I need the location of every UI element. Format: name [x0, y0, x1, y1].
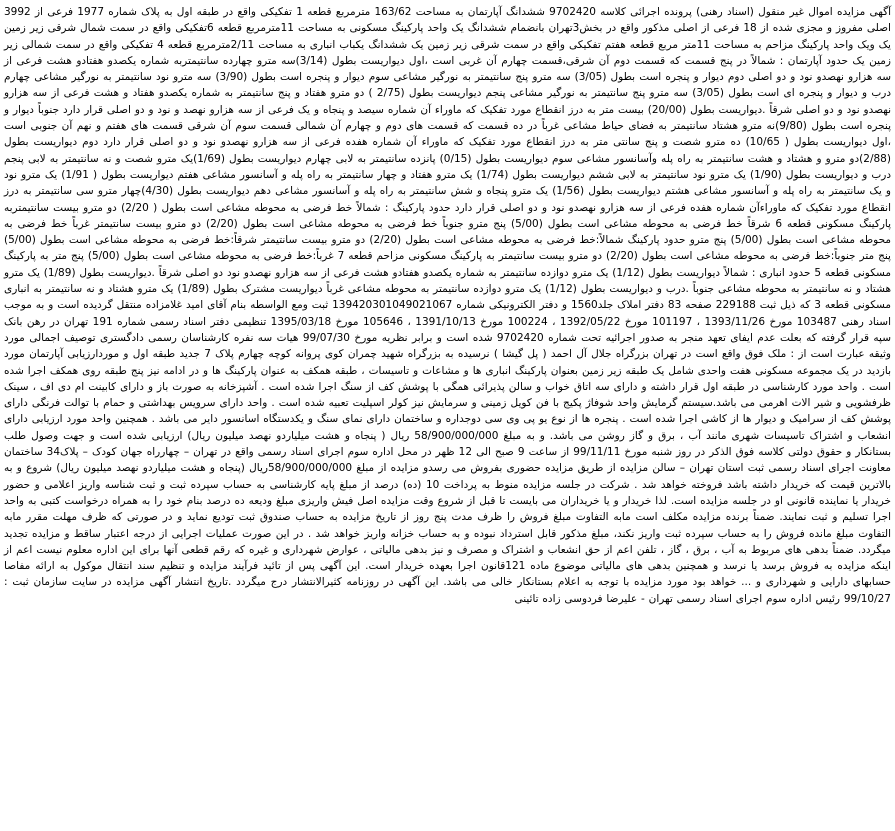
auction-notice-paragraph: آگهی مزایده اموال غیر منقول (اسناد رهنی) پرونده اجرائی کلاسه 9702420 ششدانگ آپارتمان به مساحت 163/62 مترمربع قطعه 1 تفکیکی واقع در طبقه اول به پلاک شماره 1977 فرعی از 3992 اصلی مفروز و مجزی شده از 18 فرعی از اصلی مذکور واقع در بخش3تهران بانضمام ششدانگ یک واحد پارکینگ مسکونی به مساحت 11مترمربع قطعه 6تفکیکی واقع در سمت شمال شرقی زیر زمین یک ویک واحد پارکینگ مزاحم به مساحت 11متر مربع قطعه هفتم تفکیکی واقع در سمت شرقی زیر زمین یک ششدانگ یکباب انباری به مساحت 2/11مترمربع قطعه 4 تفکیکی واقع در سمت شمالی زیر زمین یک حدود آپارتمان : شمالاً در پنج قسمت که قسمت دوم آن شرقی،قسمت چهارم آن غربی است ،اول دیواریست بطول (3/14)سه مترو چهارده سانتیمتربه شماره یکصدو هفتادو هشت فرعی از سه هزارو نهصدو نود و دو اصلی دوم دیوار و پنجره است بطول (3/05) سه مترو پنج سانتیمتر به نورگیر مشاعی سوم دیوار و پنجره است بطول (3/90) سه مترو نود سانتیمتر به نورگیر مشاعی چهارم درب و دیوار و پنجره ای است بطول (3/05) سه مترو پنج سانتیمتر به نورگیر مشاعی پنجم دیواریست بطول (2/75 ) دو مترو هفتاد و پنج سانتیمتر به شماره یکصدو هفتاد و هشت فرعی از سه هزارو نهصدو نود و دو اصلی شرقاً .دیواریست بطول (20/00) بیست متر به درز انقطاع مورد تفکیک که ماوراء آن شماره سیصد و پنجاه و یک فرعی از سه هزارو نهصد و نود و دو اصلی قرار دارد جنوباً دیوار و پنجره است بطول (9/80)نه مترو هشتاد سانتیمتر به فضای حیاط مشاعی غرباً در ده قسمت که قسمت های دوم و چهارم آن شمالی قسمت سوم آن شرقی قسمت های هفتم و نهم آن جنوبی است ،اول دیواریست بطول ( 10/65) ده مترو شصت و پنج سانتی متر به درز انقطاع مورد تفکیک که ماوراء آن شماره هفده فرعی از سه هزارو نهصدو نود و دو اصلی قرار دارد دوم دیواریست بطول (2/88)دو مترو و هشتاد و هشت سانتیمتر به راه پله وآسانسور مشاعی سوم دیواریست بطول (0/15) پانزده سانتیمتر به لابی چهارم دیواریست بطول (1/69)یک مترو شصت و نه سانتیمتر به لابی پنجم درب و دیواریست بطول (1/90) یک مترو نود سانتیمتر به لابی ششم دیواریست بطول (1/74) یک مترو هفتاد و چهار سانتیمتر به راه پله و آسانسور مشاعی هفتم دیواریست بطول ( 1/91) یک مترو نود و یک سانتیمتر به راه پله و آسانسور مشاعی هشتم دیواریست بطول (1/56) یک مترو پنجاه و شش سانتیمتر به راه پله و آسانسور مشاعی دهم دیواریست بطول (4/30)چهار مترو سی سانتیمتر به درز انقطاع مورد تفکیک که ماوراءآن شماره هفده فرعی از سه هزارو نهصدو نود و دو اصلی قرار دارد حدود پارکینگ : شمالاً خط فرضی به محوطه مشاعی است بطول ( 2/20) دو مترو بیست سانتیمتربه پارکینگ مسکونی قطعه 6 شرقاً خط فرضی به محوطه مشاعی است بطول (5/00) پنج مترو جنوباً خط فرضی به محوطه مشاعی است بطول (2/20) دو مترو بیست سانتیمتر غرباً خط فرضی به محوطه مشاعی است بطول (5/00) پنج مترو حدود پارکینگ شمالاً:خط فرضی به محوطه مشاعی است بطول (2/20) دو مترو بیست سانتیمتر شرقاً:خط فرضی به محوطه مشاعی است بطول (5/00) پنج متر جنوباً:خط فرضی به محوطه مشاعی است بطول (2/20) دو مترو بیست سانتیمتر به پارکینگ مسکونی مزاحم قطعه 7 غرباً:خط فرضی به محوطه مشاعی است بطول (5/00) پنج متر به پارکینگ مسکونی قطعه 5 حدود انباری : شمالاً دیواریست بطول (1/12) یک مترو دوازده سانتیمتر به شماره یکصدو هفتادو هشت فرعی از سه هزارو نهصدو نود دو اصلی شرقاً .دیواریست بطول (1/89) یک مترو هشتاد و نه سانتیمتر به محوطه مشاعی جنوباً .درب و دیواریست بطول (1/12) یک مترو دوازده سانتیمتر به محوطه مشاعی غرباً دیواریست مشترک بطول (1/89) یک مترو هشتاد و نه سانتیمتر به انباری مسکونی قطعه 3 که ذیل ثبت 229188 صفحه 83 دفتر املاک جلد1560 و دفتر الکترونیکی شماره 139420301049021067 ثبت ومع الواسطه بنام آقای امید غلامزاده منتقل گردیده است و به موجب اسناد رهنی 103487 مورخ 1393/11/26 ، 101197 مورخ 1392/05/22 ، 100224 مورخ 1391/10/13 ، 105646 مورخ 1395/03/18 تنظیمی دفتر اسناد رسمی شماره 191 تهران در رهن بانک سپه قرار گرفته که بعلت عدم ایفای تعهد منجر به صدور اجرائیه تحت شماره 9702420 شده است و برابر نظریه مورخ 99/07/30 هیات سه نفره کارشناسان رسمی دادگستری توصیف اجمالی مورد وثیقه عبارت است از : ملک فوق واقع است در تهران بزرگراه جلال آل احمد ( پل گیشا ) نرسیده به بزرگراه شهید چمران کوی پروانه کوچه چهارم پلاک 7 جدید طبقه اول و موردارزیابی آپارتمان مورد بازدید در یک مجموعه مسکونی هفت واحدی شامل یک طبقه زیر زمین بعنوان پارکینگ انباری ها و مشاعات و تاسیسات ، طبقه همکف به عنوان پارکینگ ها و در ادامه نیز پنج طبقه روی همکف اجرا شده است . واحد مورد کارشناسی در طبقه اول قرار داشته و دارای سه اتاق خواب و سالن پذیرائی همگی با پوشش کف از سنگ اجرا شده است . آشپزخانه به صورت باز و دارای کابینت ام دی اف ، سینک ظرفشویی و شیر الات اهرمی می باشد.سیستم گرمایش واحد شوفاژ پکیج با فن کویل زمینی و سرمایش نیز کولر اسپلیت تعبیه شده است . واحد دارای سرویس بهداشتی و حمام با توالت فرنگی دارای پوشش کف از سرامیک و دیوار ها از کاشی اجرا شده است . پنجره ها از نوع یو پی وی سی دوجداره و ساختمان دارای نمای سنگ و یکدستگاه اسانسور دایر می باشد . همچنین واحد مورد ارزیابی دارای انشعاب و اشتراک تاسیسات شهری مانند آب ، برق و گاز روشن می باشد. و به مبلغ 58/900/000/000 ریال ( پنجاه و هشت میلیاردو نهصد میلیون ریال) ارزیابی شده است و جهت وصول طلب بستانکار و حقوق دولتی کلاسه فوق الذکر در روز شنبه مورخ 99/11/11 از ساعت 9 صبح الی 12 ظهر در محل اداره سوم اجرای اسناد رسمی واقع در تهران – چهارراه جهان کودک – پلاک34 ساختمان معاونت اجرای اسناد رسمی ثبت استان تهران – سالن مزایده از طریق مزایده حضوری بفروش می رسدو مزایده از مبلغ 58/900/000/000ریال (پنجاه و هشت میلیاردو نهصد میلیون ریال) شروع و به بالاترین قیمت که خریدار داشته باشد فروخته خواهد شد . شرکت در جلسه مزایده منوط به پرداخت 10 (ده) درصد از مبلغ پایه کارشناسی به حساب سپرده ثبت و ثبت شناسه واریز اعلامی و حضور خریدار یا نماینده قانونی او در جلسه مزایده است. لذا خریدار و یا خریداران می بایست تا قبل از شروع وقت مزایده اصل فیش واریزی مبلغ ودیعه ده درصد بنام خود را به همراه درخواست کتبی به واحد اجرا تسلیم و ثبت نمایند. ضمناً برنده مزایده مکلف است مابه التفاوت مبلغ فروش را ظرف مدت پنج روز از تاریخ مزایده به حساب صندوق ثبت تودیع نماید و در صورتی که ظرف مهلت مقرر مابه التفاوت مبلغ مانده فروش را به حساب سپرده ثبت واریز نکند، مبلغ مذکور قابل استرداد نبوده و به حساب خزانه واریز خواهد شد . در این صورت عملیات اجرایی از درجه اعتبار ساقط و مزایده تجدید میگردد. ضمناً بدهی های مربوط به آب ، برق ، گاز ، تلفن اعم از حق انشعاب و اشتراک و مصرف و نیز بدهی مالیاتی ، عوارض شهرداری و غیره که رقم قطعی آنها برای این اداره معلوم نیست اعم از اینکه مزایده به فروش برسد یا نرسد و همچنین بدهی های مالیاتی موضوع ماده 121قانون اجرا بعهده خریدار است. این آگهی پس از تائید فرآیند مزایده و تنظیم سند انتقال موکول به ارائه مفاصا حسابهای دارایی و شهرداری و ... خواهد بود مورد مزایده با توجه به اعلام بستانکار خالی می باشد. این آگهی در روزنامه کثیرالانتشار درج میگردد .تاریخ انتشار آگهی مزایده در سایت سازمان ثبت : 99/10/27 رئیس اداره سوم اجرای اسناد رسمی تهران - علیرضا فردوسی زاده تائینی [4, 6, 892, 605]
auction-notice-text [4, 4, 891, 607]
